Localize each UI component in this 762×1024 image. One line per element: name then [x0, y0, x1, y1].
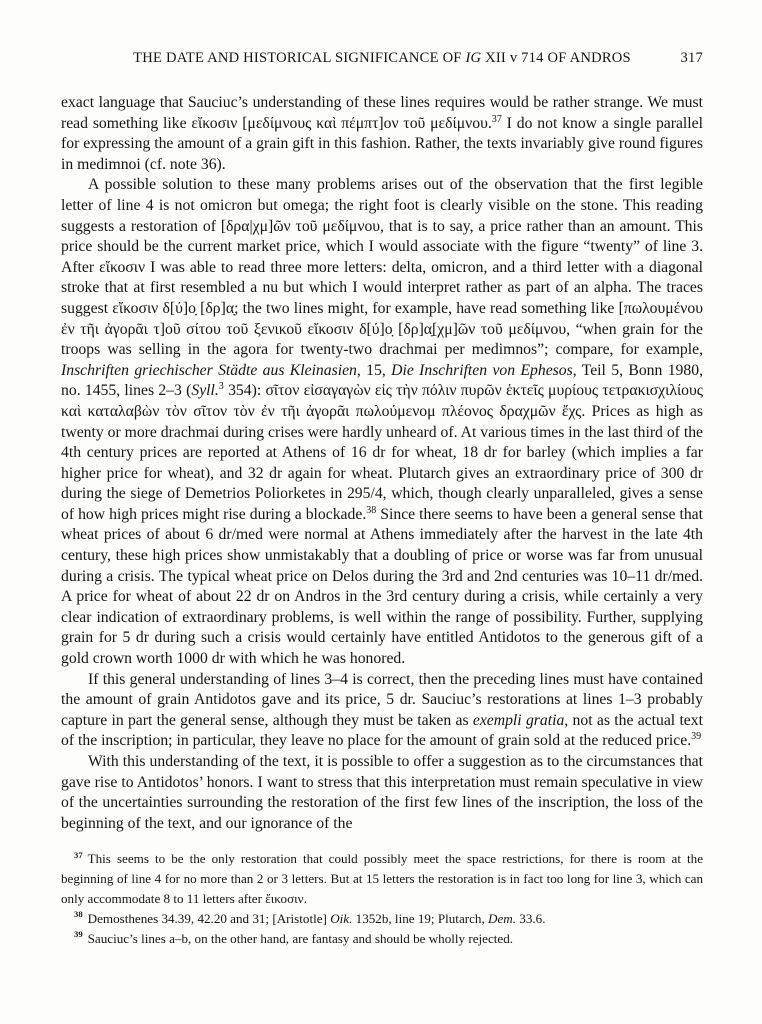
running-head [61, 50, 703, 67]
article-body [61, 93, 703, 834]
footnote-38: $^{38}$ Demosthenes 34.39, 42.20 and 31; [Aristotle] Oik. 1352b, line 19; Plutarch, Dem. 33.6. [74, 909, 546, 926]
footnote-marker-38: 38 [74, 909, 83, 920]
paragraph-3: If this general understanding of lines 3–4 is correct, then the preceding lines must have contained the amount of grain Antidotos gave and its price, 5 dr. Sauciuc’s restorations at lines 1–3 probably capture in part the general sense, although they must be taken as exempli gratia, not as the actual text of the inscription; in particular, they leave no place for the amount of grain sold at the reduced price.$^{39}$ [61, 670, 703, 750]
paragraph-2: A possible solution to these many problems arises out of the observation that the first legible letter of line 4 is not omicron but omega; the right foot is clearly visible on the stone. This reading suggests a restoration of [δρα|χμ]ῶν τοῦ μεδίμνου, that is to say, a price rather than an amount. This price should be the current market price, which I would associate with the figure “twenty” of line 3. After εἴκοσιν I was able to read three more letters: delta, omicron, and a third letter with a diagonal stroke that at first resembled a nu but which I would interpret rather as part of an alpha. The traces suggest εἴκοσιν δ[ύ]ο̣ [δρ]α̣; the two lines might, for example, have read something like [πωλουμένου ἐν τῆι ἀγορᾶι τ]οῦ σίτου τοῦ ξενικοῦ εἴκοσιν δ[ύ]ο̣ [δρ]α̣[χμ]ῶν τοῦ μεδίμνου, “when grain for the troops was selling in the agora for twenty-two drachmai per medimnos”; compare, for example, Inschriften griechischer Städte aus Kleinasien, 15, Die Inschriften von Ephesos, Teil 5, Bonn 1980, no. 1455, lines 2–3 (Syll.$^3$ 354): σῖτον εἰσαγαγὼν εἰς τὴν πόλιν πυρῶν ἑκτεῖς μυρίους τετρακισχιλίους καὶ καταλαβὼν τὸν σῖτον τὸν ἐν τῆι ἀγορᾶι πωλούμενομ πλέονος δραχμῶν ἔχς. Prices as high as twenty or more drachmai during crises were hardly unheard of. At various times in the last third of the 4th century prices are reported at Athens of 16 dr for wheat, 18 dr for barley (which implies a far higher price for wheat), and 32 dr again for wheat. Plutarch gives an extraordinary price of 300 dr during the siege of Demetrios Poliorketes in 295/4, which, though clearly unparalleled, gives a sense of how high prices might rise during a blockade.$^{38}$ Since there seems to have been a general sense that wheat prices of about 6 dr/med were normal at Athens immediately after the harvest in the late 4th century, these high prices show unmistakably that a doubling of price or worse was far from unusual during a crisis. The typical wheat price on Delos during the 3rd and 2nd centuries was 10–11 dr/med. A price for wheat of about 22 dr on Andros in the 3rd century during a crisis, while certainly a very clear indication of extraordinary problems, is well within the range of possibility. Further, supplying grain for 5 dr during such a crisis would certainly have entitled Antidotos to the generous gift of a gold crown worth 1000 dr with which he was honored. [61, 176, 704, 668]
paragraph-4: With this understanding of the text, it is possible to offer a suggestion as to the circumstances that gave rise to Antidotos’ honors. I want to stress that this interpretation must remain speculative in view of the uncertainties surrounding the restoration of the first few lines of the inscription, the loss of the beginning of the text, and our ignorance of the [61, 753, 703, 832]
page-number: 317 [680, 50, 703, 66]
footnote-marker-37: 37 [74, 850, 83, 861]
footnote-37: $^{37}$ This seems to be the only restoration that could possibly meet the space restrictions, for there is room at the beginning of line 4 for no more than 2 or 3 letters. But at 15 letters the restoration is in fact too long for line 3, which can only accommodate 8 to 11 letters after ἔικοσιν. [61, 850, 703, 906]
footnote-ref-39: 39 [691, 731, 702, 743]
paragraph-1: exact language that Sauciuc’s understanding of these lines requires would be rather strange. We must read something like εἴκοσιν [μεδίμνους καὶ πέμπτ]ον τοῦ μεδίμνου.$^{37}$ I do not know a single parallel for expressing the amount of a grain gift in this fashion. Rather, the texts invariably give round figures in medimnoi (cf. note 36). [61, 94, 703, 173]
footnote-ref-37: 37 [491, 113, 502, 125]
footnotes-section [61, 849, 703, 948]
footnote-39: $^{39}$ Sauciuc’s lines a–b, on the other hand, are fantasy and should be wholly rejected. [74, 929, 514, 946]
footnote-marker-39: 39 [74, 929, 83, 940]
footnote-ref-38: 38 [366, 504, 377, 516]
footnote-ref-3: 3 [218, 381, 224, 393]
running-head-title: THE DATE AND HISTORICAL SIGNIFICANCE OF IG XII v 714 OF ANDROS [133, 50, 631, 66]
text-column [61, 50, 703, 948]
